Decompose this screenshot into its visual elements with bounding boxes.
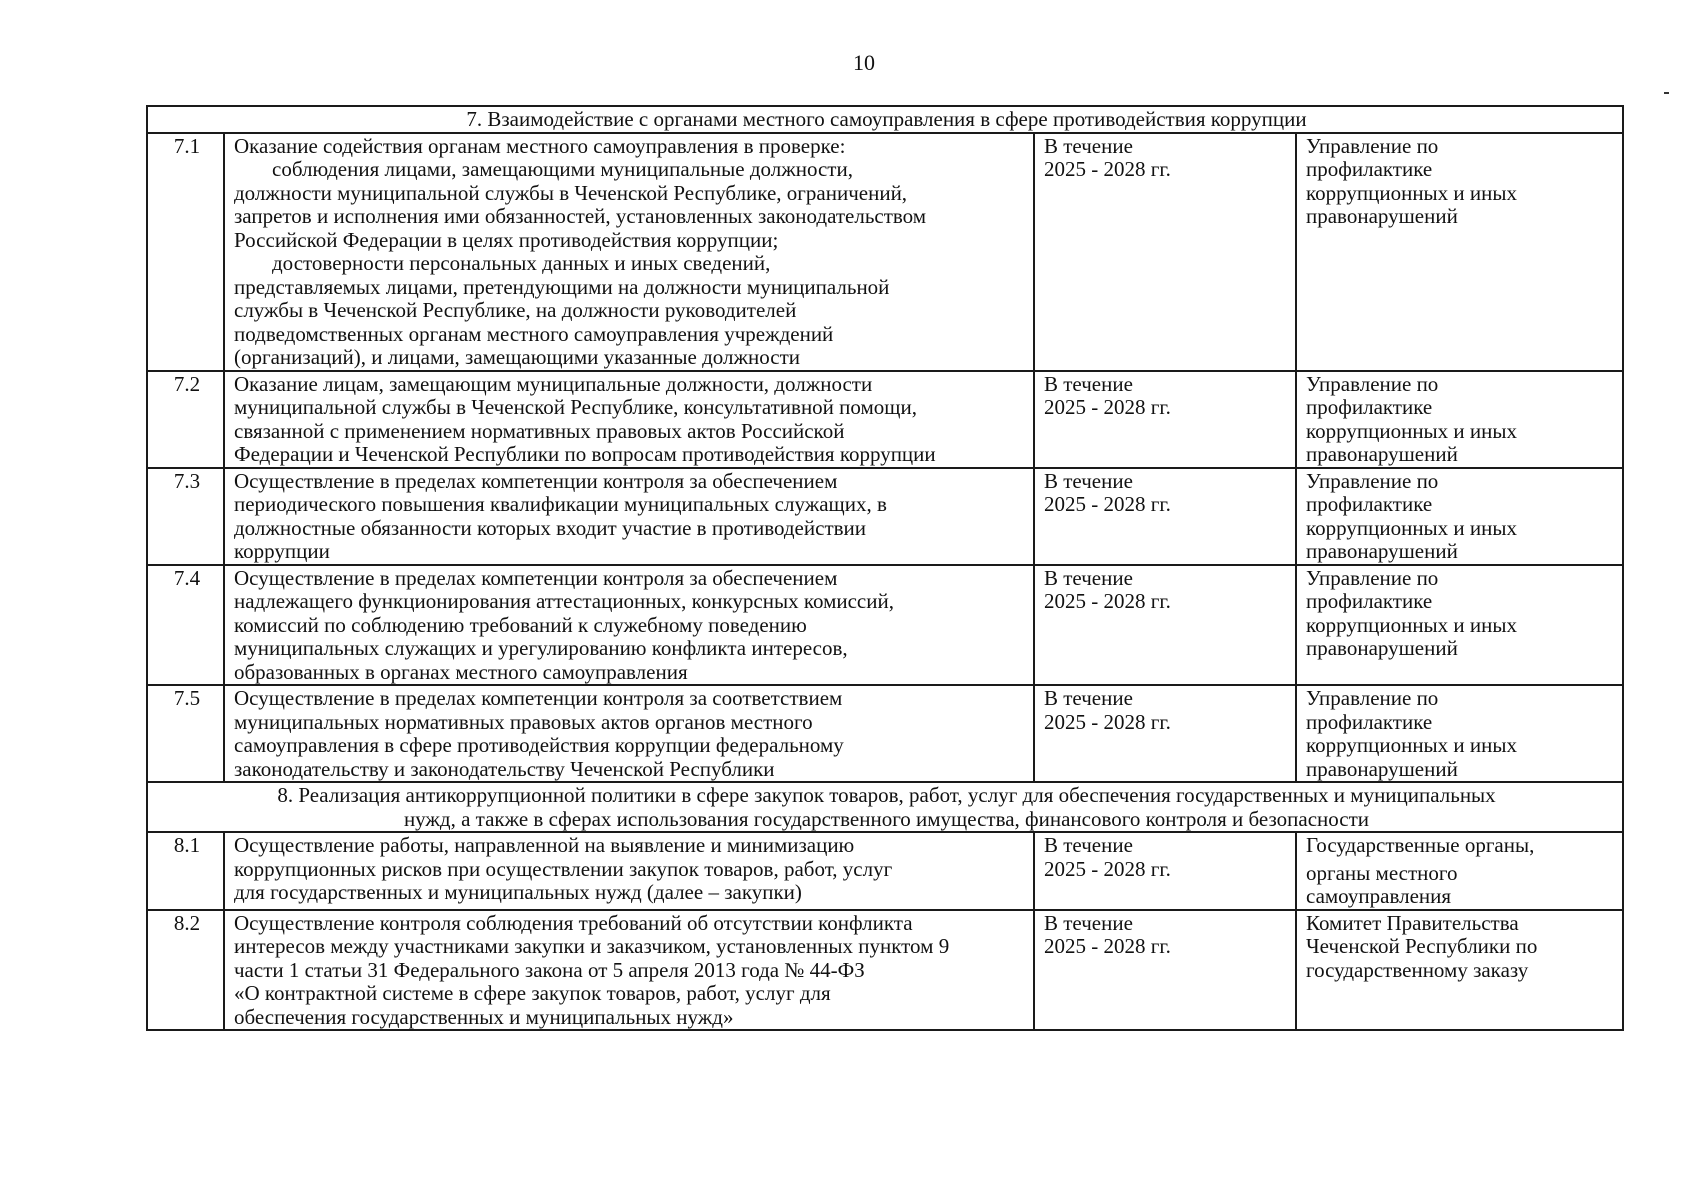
responsible-cell — [1296, 565, 1623, 686]
activity-line: Российской Федерации в целях противодействия коррупции; — [234, 227, 779, 252]
activity-line: Федерации и Чеченской Республики по вопросам противодействия коррупции — [234, 442, 936, 466]
table-row — [147, 468, 1623, 565]
term-line: В течение — [1044, 833, 1133, 857]
term-line: 2025 - 2028 гг. — [1044, 934, 1171, 958]
activity-line: надлежащего функционирования аттестационных, конкурсных комиссий, — [234, 589, 894, 613]
section-title-line: 8. Реализация антикоррупционной политики в сфере закупок товаров, работ, услуг для обеспечения государственных и муниципальных — [277, 783, 1496, 807]
term-line: 2025 - 2028 гг. — [1044, 395, 1171, 419]
activity-line: службы в Чеченской Республике, на должности руководителей — [234, 298, 797, 322]
term-cell — [1034, 832, 1296, 910]
activity-line: Осуществление контроля соблюдения требований об отсутствии конфликта — [234, 910, 913, 935]
row-number: 7.4 — [147, 565, 224, 686]
activity-cell — [224, 685, 1034, 782]
responsible-line: правонарушений — [1306, 442, 1458, 466]
table-row — [147, 133, 1623, 371]
responsible-line: профилактике — [1306, 492, 1433, 516]
term-cell — [1034, 133, 1296, 371]
responsible-line: правонарушений — [1306, 756, 1458, 781]
term-cell — [1034, 565, 1296, 686]
activity-line: достоверности персональных данных и иных сведений, — [272, 251, 771, 275]
responsible-cell — [1296, 468, 1623, 565]
activity-line: муниципальных нормативных правовых актов органов местного — [234, 709, 813, 734]
term-line: В течение — [1044, 468, 1133, 493]
activity-line: муниципальных служащих и урегулированию конфликта интересов, — [234, 636, 848, 660]
activity-line: Оказание содействия органам местного самоуправления в проверке: — [234, 133, 846, 158]
responsible-line: Чеченской Республики по — [1306, 934, 1538, 958]
activity-line: (организаций), и лицами, замещающими указанные должности — [234, 345, 800, 369]
activity-line: Осуществление в пределах компетенции контроля за соответствием — [234, 686, 843, 710]
term-line: В течение — [1044, 133, 1133, 158]
activity-cell — [224, 371, 1034, 468]
activity-line: интересов между участниками закупки и заказчиком, установленных пунктом 9 — [234, 934, 950, 958]
term-line: В течение — [1044, 686, 1133, 710]
responsible-line: профилактике — [1306, 395, 1433, 419]
activity-cell — [224, 565, 1034, 686]
activity-line: соблюдения лицами, замещающими муниципальные должности, — [272, 157, 853, 181]
row-number: 8.1 — [147, 832, 224, 910]
activity-line: муниципальной службы в Чеченской Республике, консультативной помощи, — [234, 395, 917, 419]
responsible-line: Управление по — [1306, 468, 1439, 493]
activity-line: обеспечения государственных и муниципальных нужд» — [234, 1004, 734, 1029]
term-line: 2025 - 2028 гг. — [1044, 157, 1171, 181]
section-header-row — [147, 782, 1623, 832]
scan-artifact-mark — [1664, 92, 1669, 94]
activity-line: должностные обязанности которых входит участие в противодействии — [234, 515, 867, 540]
responsible-line: Управление по — [1306, 371, 1439, 396]
term-cell — [1034, 685, 1296, 782]
responsible-line: коррупционных и иных — [1306, 418, 1517, 443]
page-number: 10 — [853, 50, 875, 75]
responsible-line: Государственные органы, — [1306, 833, 1535, 857]
term-line: 2025 - 2028 гг. — [1044, 492, 1171, 516]
responsible-line: правонарушений — [1306, 204, 1458, 228]
table-row — [147, 832, 1623, 910]
row-number: 8.2 — [147, 910, 224, 1031]
activity-cell — [224, 468, 1034, 565]
activity-line: комиссий по соблюдению требований к служебному поведению — [234, 612, 807, 637]
table-row — [147, 565, 1623, 686]
activity-line: подведомственных органам местного самоуправления учреждений — [234, 321, 834, 346]
activity-line: должности муниципальной службы в Чеченской Республике, ограничений, — [234, 180, 908, 205]
responsible-line: профилактике — [1306, 157, 1433, 181]
table-row — [147, 371, 1623, 468]
term-line: 2025 - 2028 гг. — [1044, 589, 1171, 613]
responsible-cell — [1296, 133, 1623, 371]
responsible-cell — [1296, 910, 1623, 1031]
activity-cell — [224, 910, 1034, 1031]
term-cell — [1034, 910, 1296, 1031]
section-7-title: 7. Взаимодействие с органами местного самоуправления в сфере противодействия коррупции — [147, 106, 1623, 133]
responsible-line: коррупционных и иных — [1306, 515, 1517, 540]
responsible-line: органы местного — [1306, 860, 1458, 885]
responsible-line: Управление по — [1306, 133, 1439, 158]
section-header-row — [147, 106, 1623, 133]
table-row — [147, 910, 1623, 1031]
row-number: 7.2 — [147, 371, 224, 468]
responsible-line: Управление по — [1306, 565, 1439, 590]
section-8-title — [147, 782, 1623, 832]
activity-cell — [224, 832, 1034, 910]
section-title-line: нужд, а также в сферах использования государственного имущества, финансового контроля и безопасности — [403, 806, 1370, 831]
responsible-line: Комитет Правительства — [1306, 910, 1519, 935]
row-number: 7.3 — [147, 468, 224, 565]
responsible-line: Управление по — [1306, 686, 1439, 710]
activity-line: запретов и исполнения ими обязанностей, установленных законодательством — [234, 204, 927, 228]
activity-line: «О контрактной системе в сфере закупок товаров, работ, услуг для — [234, 981, 831, 1005]
term-line: 2025 - 2028 гг. — [1044, 709, 1171, 734]
activity-cell — [224, 133, 1034, 371]
row-number: 7.5 — [147, 685, 224, 782]
activity-line: Осуществление в пределах компетенции контроля за обеспечением — [234, 468, 838, 493]
responsible-line: самоуправления — [1306, 884, 1452, 908]
action-plan-table — [146, 105, 1624, 1031]
responsible-cell — [1296, 832, 1623, 910]
responsible-line: профилактике — [1306, 709, 1433, 734]
activity-line: законодательству и законодательству Чеченской Республики — [234, 756, 775, 781]
activity-line: периодического повышения квалификации муниципальных служащих, в — [234, 492, 887, 516]
responsible-line: коррупционных и иных — [1306, 612, 1517, 637]
term-line: В течение — [1044, 910, 1133, 935]
responsible-line: правонарушений — [1306, 636, 1458, 660]
activity-line: образованных в органах местного самоуправления — [234, 659, 688, 684]
row-number: 7.1 — [147, 133, 224, 371]
activity-line: коррупции — [234, 539, 330, 563]
responsible-line: коррупционных и иных — [1306, 733, 1517, 757]
table-row — [147, 685, 1623, 782]
responsible-line: правонарушений — [1306, 539, 1458, 563]
responsible-line: профилактике — [1306, 589, 1433, 613]
term-cell — [1034, 468, 1296, 565]
activity-line: связанной с применением нормативных правовых актов Российской — [234, 418, 845, 443]
term-line: 2025 - 2028 гг. — [1044, 856, 1171, 881]
responsible-cell — [1296, 685, 1623, 782]
term-line: В течение — [1044, 371, 1133, 396]
activity-line: Осуществление работы, направленной на выявление и минимизацию — [234, 833, 855, 857]
term-line: В течение — [1044, 565, 1133, 590]
activity-line: Осуществление в пределах компетенции контроля за обеспечением — [234, 565, 838, 590]
activity-line: самоуправления в сфере противодействия коррупции федеральному — [234, 733, 844, 757]
term-cell — [1034, 371, 1296, 468]
activity-line: Оказание лицам, замещающим муниципальные должности, должности — [234, 371, 873, 396]
activity-line: для государственных и муниципальных нужд (далее – закупки) — [234, 880, 802, 904]
activity-line: части 1 статьи 31 Федерального закона от 5 апреля 2013 года № 44-ФЗ — [234, 957, 865, 982]
responsible-line: государственному заказу — [1306, 957, 1529, 982]
responsible-cell — [1296, 371, 1623, 468]
activity-line: коррупционных рисков при осуществлении закупок товаров, работ, услуг — [234, 856, 893, 881]
responsible-line: коррупционных и иных — [1306, 180, 1517, 205]
activity-line: представляемых лицами, претендующими на должности муниципальной — [234, 274, 890, 299]
